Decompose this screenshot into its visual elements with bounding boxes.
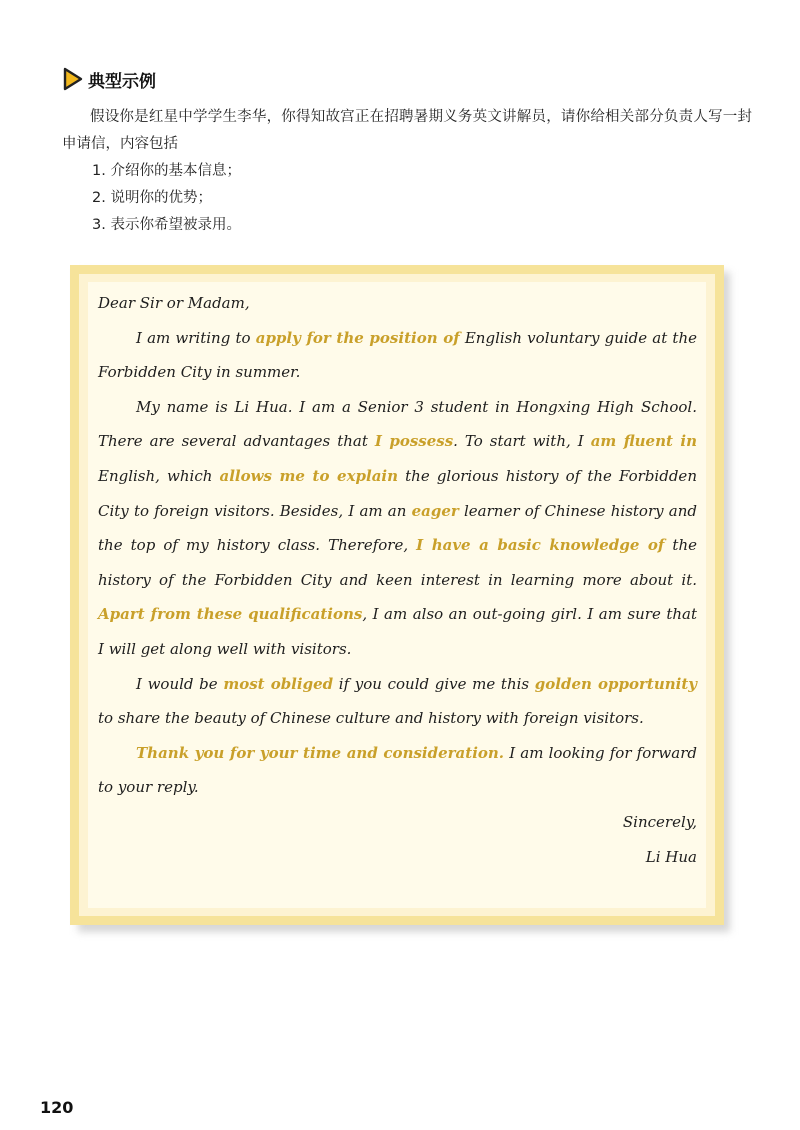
highlighted-phrase: I have a basic knowledge of [416,536,665,555]
letter-closing: Sincerely, [622,812,697,831]
highlighted-phrase: am fluent in [590,432,697,451]
letter-greeting: Dear Sir or Madam, [98,294,250,312]
letter-paragraph-4: Thank you for your time and consideration. I am looking for forward to your reply. [98,743,697,797]
highlighted-phrase: most obliged [223,674,334,693]
highlighted-phrase: Apart from these qualifications [98,605,363,624]
highlighted-phrase: golden opportunity [534,674,697,693]
sample-letter [98,286,697,874]
task-item-2: 2. 说明你的优势； [92,190,212,206]
section-title: 典型示例 [88,71,156,92]
letter-paragraph-3: I would be most obliged if you could give me this golden opportunity to share the beauty of Chinese culture and history with foreign visitors. [98,674,697,728]
task-description [62,104,752,239]
page-number: 120 [40,1098,74,1117]
highlighted-phrase: Thank you for your time and consideration. [136,743,505,762]
highlighted-phrase: apply for the position of [255,328,460,347]
highlighted-phrase: eager [411,501,459,520]
letter-signature: Li Hua [645,847,697,866]
letter-paragraph-2: My name is Li Hua. I am a Senior 3 student in Hongxing High School. There are several advantages that I possess. To start with, I am fluent in English, which allows me to explain the glorious history of the Forbidden City to foreign visitors. Besides, I am an eager learner of Chinese history and the top of my history class. Therefore, I have a basic knowledge of the history of the Forbidden City and keen interest in learning more about it. Apart from these qualifications, I am also an out-going girl. I am sure that I will get along well with visitors. [98,397,697,658]
highlighted-phrase: I possess [374,432,454,451]
task-item-3: 3. 表示你希望被录用。 [92,217,241,233]
task-item-1: 1. 介绍你的基本信息； [92,163,241,179]
highlighted-phrase: allows me to explain [219,466,399,485]
letter-paragraph-1: I am writing to apply for the position of English voluntary guide at the Forbidden City in summer. [98,328,697,382]
play-triangle-icon [62,67,84,91]
section-header [62,66,156,92]
task-text: 假设你是红星中学学生李华，你得知故宫正在招聘暑期义务英文讲解员，请你给相关部分负责人写一封申请信，内容包括 [62,109,752,152]
